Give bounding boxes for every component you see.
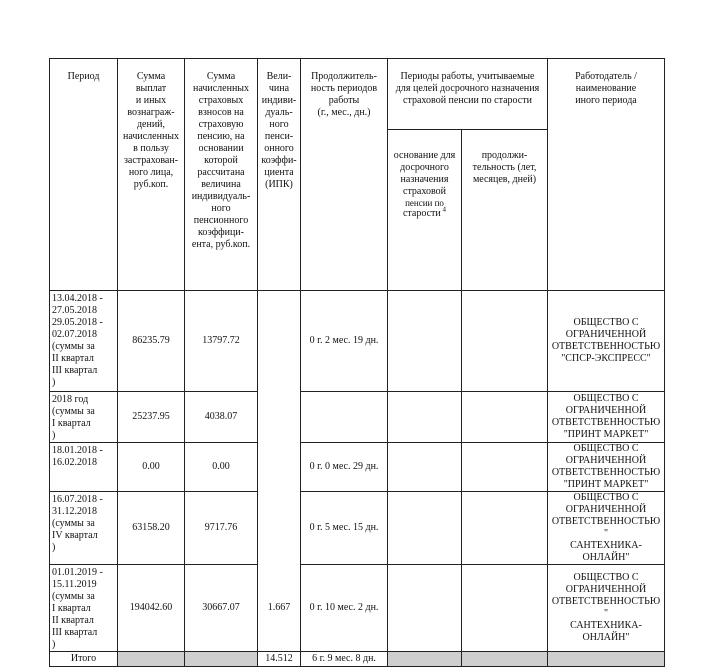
text-line: вознаграж- <box>127 107 175 118</box>
text-line: коэффи- <box>261 155 297 166</box>
text-line: "ПРИНТ МАРКЕТ" <box>563 429 649 440</box>
row-ipk <box>258 443 301 492</box>
text-line: 2018 год <box>52 394 89 405</box>
text-line: иного периода <box>575 95 637 106</box>
total-label: Итого <box>50 652 118 667</box>
text-line: тельность (лет, <box>472 162 537 173</box>
text-line: (суммы за <box>52 591 95 602</box>
text-line: пенсионного <box>193 215 249 226</box>
row-early-duration <box>462 392 548 443</box>
text-line: циента <box>264 167 294 178</box>
text-line: I квартал <box>52 603 91 614</box>
text-line: ного лица, <box>128 167 174 178</box>
text-line: коэффици- <box>198 227 244 238</box>
text-line: ОБЩЕСТВО С ОГРАНИЧЕННОЙ <box>565 492 647 515</box>
row-early-duration <box>462 443 548 492</box>
text-line: основание для <box>393 150 456 161</box>
text-line: дений, <box>136 119 166 130</box>
text-line: ) <box>52 542 56 553</box>
header-early-duration <box>462 130 548 291</box>
row-period <box>50 565 118 652</box>
row-ipk <box>258 392 301 443</box>
header-employer <box>548 59 665 291</box>
row-early-basis <box>388 392 462 443</box>
text-line: онного <box>264 143 294 154</box>
text-line: ОБЩЕСТВО С ОГРАНИЧЕННОЙ <box>565 393 647 416</box>
row-duration: 0 г. 5 мес. 15 дн. <box>301 492 388 565</box>
row-employer <box>548 291 665 392</box>
total-payments <box>118 652 185 667</box>
text-line: индивидуаль- <box>191 191 251 202</box>
row-duration: 0 г. 2 мес. 19 дн. <box>301 291 388 392</box>
text-line: 16.02.2018 <box>52 457 97 468</box>
text-line: ента, руб.коп. <box>191 239 251 250</box>
text-line: II квартал <box>52 353 94 364</box>
row-ipk: 1.667 <box>258 565 301 652</box>
text-line: (суммы за <box>52 518 95 529</box>
total-row <box>50 652 665 667</box>
text-line: ОТВЕТСТВЕННОСТЬЮ " <box>551 516 661 539</box>
total-duration: 6 г. 9 мес. 8 дн. <box>301 652 388 667</box>
text-line: досрочного <box>400 162 449 173</box>
text-line: Сумма <box>136 71 166 82</box>
row-duration: 0 г. 0 мес. 29 дн. <box>301 443 388 492</box>
text-line: пенси- <box>264 131 294 142</box>
text-line: месяцев, дней) <box>472 174 537 185</box>
text-line: начисленных <box>192 83 250 94</box>
row-duration <box>301 392 388 443</box>
text-line: Сумма <box>206 71 236 82</box>
text-line: "СПСР-ЭКСПРЕСС" <box>561 353 651 364</box>
row-employer <box>548 443 665 492</box>
text-line: 13.04.2018 - <box>52 293 103 304</box>
text-line: страховых <box>198 95 244 106</box>
text-line: ОБЩЕСТВО С ОГРАНИЧЕННОЙ <box>565 572 647 595</box>
text-line: I квартал <box>52 418 91 429</box>
text-line: работы <box>328 95 360 106</box>
text-line: наименование <box>575 83 637 94</box>
row-contributions: 30667.07 <box>185 565 258 652</box>
text-line: 15.11.2019 <box>52 579 97 590</box>
text-line: ) <box>52 377 56 388</box>
row-period <box>50 492 118 565</box>
text-line: которой <box>204 155 238 166</box>
text-line: 16.07.2018 - <box>52 494 103 505</box>
row-contributions: 13797.72 <box>185 291 258 392</box>
text-line: для целей досрочного назначения <box>395 83 540 94</box>
row-early-basis <box>388 565 462 652</box>
text-line: основании <box>198 143 244 154</box>
text-line: ОТВЕТСТВЕННОСТЬЮ <box>551 467 661 478</box>
text-line: САНТЕХНИКА-ОНЛАЙН" <box>570 620 642 643</box>
row-payments: 63158.20 <box>118 492 185 565</box>
row-ipk <box>258 492 301 565</box>
row-early-basis <box>388 443 462 492</box>
text-line: (суммы за <box>52 406 95 417</box>
table-row <box>50 291 665 392</box>
text-line: 29.05.2018 - <box>52 317 103 328</box>
text-line: 31.12.2018 <box>52 506 97 517</box>
row-duration: 0 г. 10 мес. 2 дн. <box>301 565 388 652</box>
text-line: (ИПК) <box>265 179 293 190</box>
total-early-basis <box>388 652 462 667</box>
text-line: II квартал <box>52 615 94 626</box>
table-row <box>50 492 665 565</box>
row-early-basis <box>388 492 462 565</box>
row-payments: 194042.60 <box>118 565 185 652</box>
row-payments: 25237.95 <box>118 392 185 443</box>
text-line: ОТВЕТСТВЕННОСТЬЮ <box>551 341 661 352</box>
text-line: пенсию, на <box>197 131 245 142</box>
text-line: страховой пенсии по старости <box>403 95 532 106</box>
footnote-marker: 4 <box>440 205 447 214</box>
row-contributions: 9717.76 <box>185 492 258 565</box>
total-early-duration <box>462 652 548 667</box>
text-line: "ПРИНТ МАРКЕТ" <box>563 479 649 490</box>
row-early-duration <box>462 565 548 652</box>
text-line: ОБЩЕСТВО С ОГРАНИЧЕННОЙ <box>565 443 647 466</box>
row-employer <box>548 565 665 652</box>
text-line: и иных <box>135 95 167 106</box>
text-line: ного <box>269 119 289 130</box>
table-row <box>50 443 665 492</box>
header-period <box>50 59 118 291</box>
text-line: Работодатель / <box>575 71 637 82</box>
text-line: ОБЩЕСТВО С ОГРАНИЧЕННОЙ <box>565 317 647 340</box>
row-period <box>50 291 118 392</box>
text-line: старости $^4$ <box>402 205 447 219</box>
text-line: дуаль- <box>265 107 293 118</box>
text-line: Периоды работы, учитываемые <box>400 71 535 82</box>
text-line: III квартал <box>52 627 98 638</box>
text-line: (г., мес., дн.) <box>317 107 371 118</box>
row-employer <box>548 492 665 565</box>
header-contributions <box>185 59 258 291</box>
row-early-duration <box>462 291 548 392</box>
header-duration <box>301 59 388 291</box>
text-line: Вели- <box>266 71 292 82</box>
header-payments <box>118 59 185 291</box>
text-line: САНТЕХНИКА-ОНЛАЙН" <box>570 540 642 563</box>
table-row <box>50 392 665 443</box>
row-period <box>50 392 118 443</box>
text-line: ) <box>52 430 56 441</box>
text-line: ОТВЕТСТВЕННОСТЬЮ <box>551 417 661 428</box>
text-line: индиви- <box>261 95 297 106</box>
text-line: 18.01.2018 - <box>52 445 103 456</box>
pension-periods-table <box>49 58 665 667</box>
row-employer <box>548 392 665 443</box>
text-line: (суммы за <box>52 341 95 352</box>
text-line: чина <box>268 83 290 94</box>
text-line: 02.07.2018 <box>52 329 97 340</box>
text-line: ность периодов <box>310 83 378 94</box>
text-line: рассчитана <box>197 167 245 178</box>
text-line: пенсии по <box>405 198 444 208</box>
table-row <box>50 565 665 652</box>
text-line: Продолжитель- <box>311 71 377 82</box>
text-line: начисленных <box>122 131 180 142</box>
text-line: продолжи- <box>481 150 528 161</box>
header-early-periods <box>388 59 548 130</box>
row-period <box>50 443 118 492</box>
total-ipk: 14.512 <box>258 652 301 667</box>
row-ipk <box>258 291 301 392</box>
total-contributions <box>185 652 258 667</box>
text-line: 27.05.2018 <box>52 305 97 316</box>
text-line: взносов на <box>198 107 244 118</box>
text-line: руб.коп. <box>133 179 169 190</box>
text-line: величина <box>201 179 241 190</box>
row-payments: 0.00 <box>118 443 185 492</box>
text-line: в пользу <box>133 143 169 154</box>
text-line: 01.01.2019 - <box>52 567 103 578</box>
header-period-label: Период <box>67 71 100 82</box>
header-ipk <box>258 59 301 291</box>
row-payments: 86235.79 <box>118 291 185 392</box>
text-line: III квартал <box>52 365 98 376</box>
header-early-basis <box>388 130 462 291</box>
text-line: ) <box>52 639 56 650</box>
text-line: ОТВЕТСТВЕННОСТЬЮ " <box>551 596 661 619</box>
text-line: страховой <box>403 186 446 197</box>
row-early-basis <box>388 291 462 392</box>
total-employer <box>548 652 665 667</box>
row-contributions: 4038.07 <box>185 392 258 443</box>
text-line: выплат <box>135 83 167 94</box>
text-line: страховую <box>198 119 244 130</box>
text-line: IV квартал <box>52 530 98 541</box>
text-line: ного <box>211 203 231 214</box>
text-line: назначения <box>400 174 449 185</box>
row-contributions: 0.00 <box>185 443 258 492</box>
row-early-duration <box>462 492 548 565</box>
text-line: застрахован- <box>123 155 179 166</box>
